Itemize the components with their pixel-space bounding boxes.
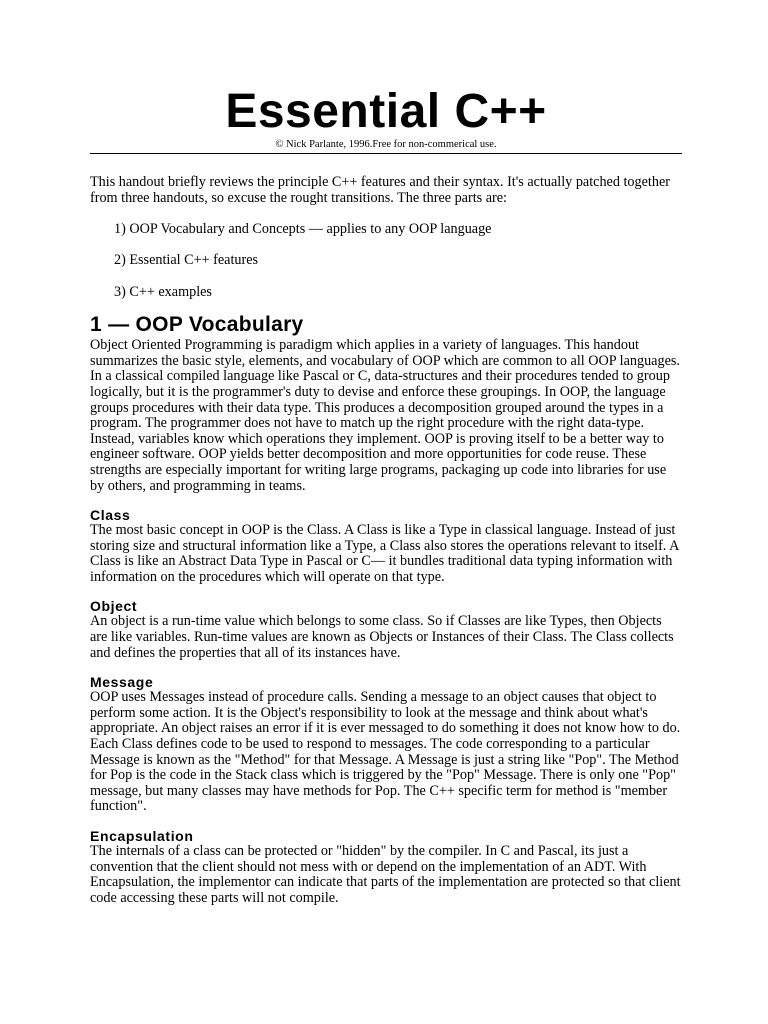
subsection-heading-encapsulation: Encapsulation [90,828,194,844]
subsection-heading-object: Object [90,598,138,615]
intro-paragraph: This handout briefly reviews the principle C++ features and their syntax. It's actually patched together from three handouts, so excuse the rought transitions. The three parts are: [90,174,670,206]
subsection-paragraph-class: The most basic concept in OOP is the Class. A Class is like a Type in classical language. Instead of just storing size and structural information like a Type, a Class also stores the operations relevant to itself. A Class is like an Abstract Data Type in Pascal or C— it bundles traditional data typing information with information on the procedures which will operate on that type. [90,522,679,585]
title-divider [90,153,682,154]
section-paragraph: Object Oriented Programming is paradigm which applies in a variety of languages. This handout summarizes the basic style, elements, and vocabulary of OOP which are common to all OOP languages. In a classical compiled language like Pascal or C, data-structures and their procedures tended to group logically, but it is the programmer's duty to devise and enforce these groupings. In OOP, the language groups procedures with their data type. This produces a decomposition grouped around the types in a program. The programmer does not have to match up the right procedure with the right data-type. Instead, variables know which operations they implement. OOP is proving itself to be a better way to engineer software. OOP yields better decomposition and more opportunities for code reuse. These strengths are especially important for writing large programs, packaging up code into libraries for use by others, and programming in teams. [90,337,680,494]
document-title: Essential C++ [225,85,547,138]
subsection-paragraph-message: OOP uses Messages instead of procedure calls. Sending a message to an object causes that object to perform some action. It is the Object's responsibility to look at the message and think about what's appropriate. An object raises an error if it is ever messaged to do something it does not know how to do. Each Class defines code to be used to respond to messages. The code corresponding to a particular Message is known as the "Method" for that Message. A Message is just a string like "Pop". The Method for Pop is the code in the Stack class which is triggered by the "Pop" Message. There is only one "Pop" message, but many classes may have methods for Pop. The C++ specific term for method is "member function". [90,689,681,815]
parts-list-item: 3) C++ examples [114,283,212,300]
document-page [90,0,682,906]
parts-list-item: 1) OOP Vocabulary and Concepts — applies to any OOP language [114,221,492,238]
parts-list [90,222,682,300]
section-heading: 1 — OOP Vocabulary [90,313,304,337]
copyright-notice: © Nick Parlante, 1996.Free for non-commerical use. [275,139,497,150]
subsection-paragraph-encapsulation: The internals of a class can be protected or "hidden" by the compiler. In C and Pascal, its just a convention that the client should not mess with or depend on the implementation of an ADT. With Encapsulation, the implementor can indicate that parts of the implementation are protected so that client code accessing these parts will not compile. [90,843,681,906]
subsection-heading-message: Message [90,674,154,691]
subsection-paragraph-object: An object is a run-time value which belongs to some class. So if Classes are like Types, then Objects are like variables. Run-time values are known as Objects or Instances of their Class. The Class collects and defines the properties that all of its instances have. [90,613,674,661]
parts-list-item: 2) Essential C++ features [114,252,259,269]
subsection-heading-class: Class [90,507,131,524]
